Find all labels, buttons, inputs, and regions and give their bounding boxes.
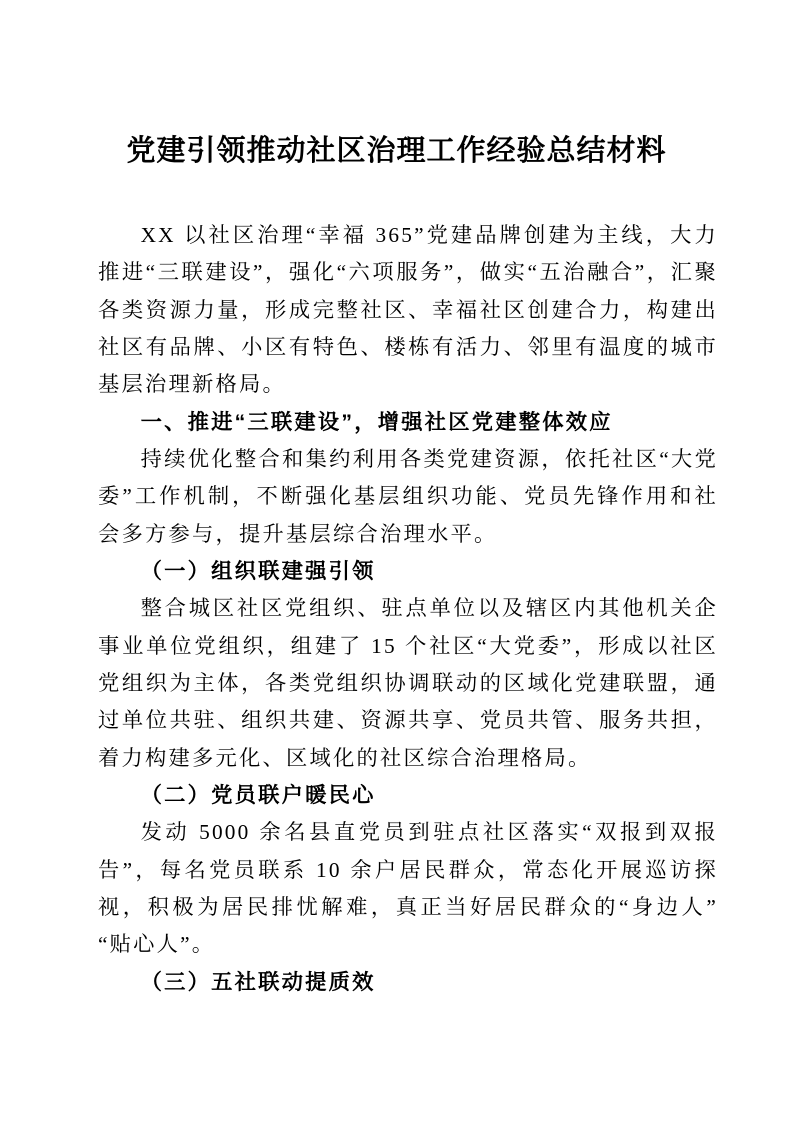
paragraph-section-1-intro: 持续优化整合和集约利用各类党建资源，依托社区“大党委”工作机制，不断强化基层组织功能、党员先锋作用和社会多方参与，提升基层综合治理水平。	[98, 446, 718, 546]
paragraph-intro: XX 以社区治理“幸福 365”党建品牌创建为主线，大力推进“三联建设”，强化“六项服务”，做实“五治融合”，汇聚各类资源力量，形成完整社区、幸福社区创建合力，构建出社区有品牌、小区有特色、楼栋有活力、邻里有温度的城市基层治理新格局。	[98, 223, 718, 397]
sub-heading-1-3: （三）五社联动提质效	[140, 969, 376, 994]
paragraph-1-1: 整合城区社区党组织、驻点单位以及辖区内其他机关企事业单位党组织，组建了 15 个社区“大党委”，形成以社区党组织为主体，各类党组织协调联动的区域化党建联盟，通过单位共驻、组织共建、资源共享、党员共管、服务共担，着力构建多元化、区域化的社区综合治理格局。	[98, 596, 718, 770]
paragraph-1-2: 发动 5000 余名县直党员到驻点社区落实“双报到双报告”，每名党员联系 10 余户居民群众，常态化开展巡访探视，积极为居民排忧解难，真正当好居民群众的“身边人”“贴心人”。	[98, 820, 718, 957]
document-title: 党建引领推动社区治理工作经验总结材料	[126, 135, 667, 167]
sub-heading-1-2: （二）党员联户暖民心	[140, 782, 376, 807]
sub-heading-1-1: （一）组织联建强引领	[140, 558, 376, 583]
document-body	[98, 217, 718, 1001]
section-heading-1: 一、推进“三联建设”，增强社区党建整体效应	[140, 409, 613, 434]
